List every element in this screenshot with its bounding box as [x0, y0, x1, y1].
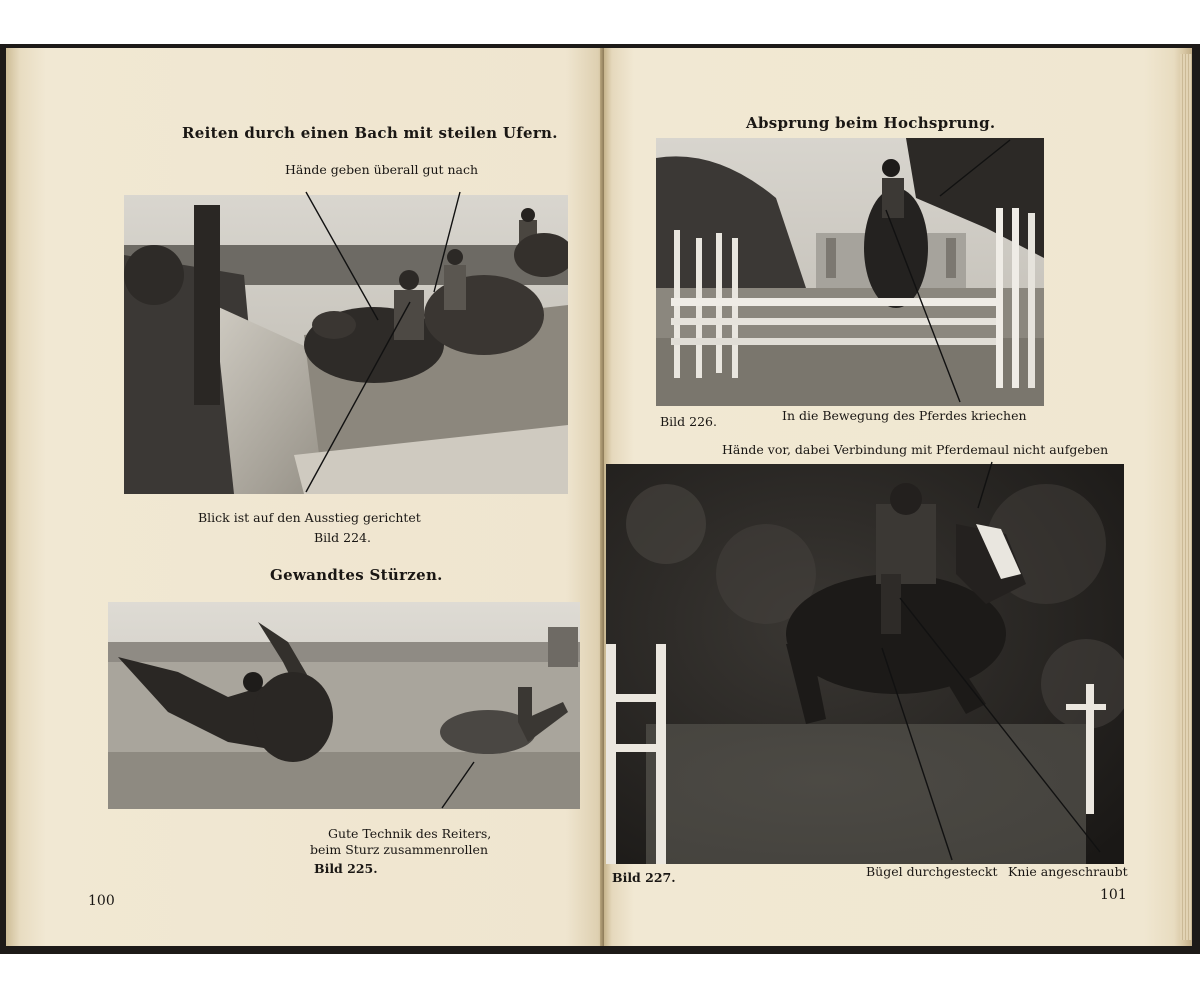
label-bild-225: Bild 225. [314, 861, 378, 876]
heading-high-jump-takeoff: Absprung beim Hochsprung. [746, 114, 996, 132]
label-bild-227: Bild 227. [612, 870, 676, 885]
page-number-left: 100 [88, 893, 115, 909]
page-number-right: 101 [1100, 887, 1127, 903]
photo-227-wall-jump [606, 464, 1124, 864]
label-bild-226: Bild 226. [660, 414, 717, 429]
caption-hands-give: Hände geben überall gut nach [285, 162, 479, 177]
photo-225-fall [108, 602, 580, 809]
caption-creep-into-movement: In die Bewegung des Pferdes kriechen [782, 408, 1027, 423]
caption-knee-clamped: Knie angeschraubt [1008, 864, 1128, 879]
photo-224-stream-crossing [124, 195, 568, 494]
caption-good-technique-2: beim Sturz zusammenrollen [310, 842, 488, 857]
page-edges [1180, 54, 1192, 940]
photo-226-high-jump [656, 138, 1044, 406]
caption-good-technique-1: Gute Technik des Reiters, [328, 826, 492, 841]
caption-hands-forward: Hände vor, dabei Verbindung mit Pferdemaul nicht aufgeben [722, 442, 1109, 457]
label-bild-224: Bild 224. [314, 530, 371, 545]
caption-view-exit: Blick ist auf den Ausstieg gerichtet [198, 510, 421, 525]
caption-stirrup-through: Bügel durchgesteckt [866, 864, 998, 879]
heading-skillful-falling: Gewandtes Stürzen. [270, 566, 443, 584]
left-page [6, 48, 604, 946]
heading-stream-riding: Reiten durch einen Bach mit steilen Ufern. [182, 124, 558, 142]
